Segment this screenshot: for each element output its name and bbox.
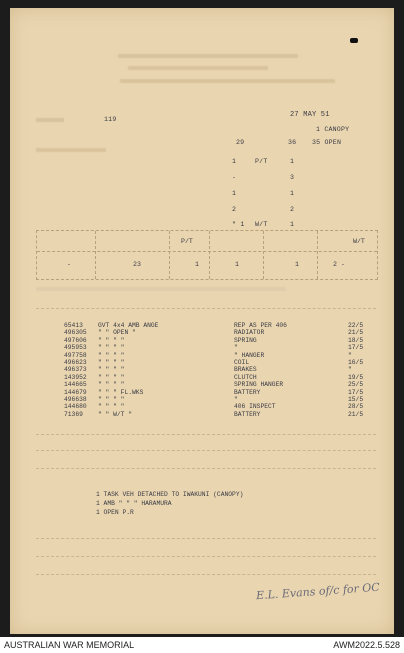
vehicle-no: 496305 — [64, 329, 87, 337]
vehicle-fault: BATTERY — [234, 388, 261, 396]
vehicle-type: " " W/T " — [98, 410, 133, 418]
vehicle-fault: 406 INSPECT — [234, 403, 276, 411]
vehicle-type: " " " " — [98, 381, 125, 389]
document-page — [10, 8, 394, 634]
table-header-pt: P/T — [181, 238, 193, 245]
vehicle-type: GVT 4x4 AMB ANGE — [98, 322, 159, 329]
vehicle-no: 496373 — [64, 366, 87, 374]
ruled-line — [36, 308, 376, 309]
vehicle-date: 15/5 — [348, 396, 364, 403]
faint-header-line — [118, 54, 298, 58]
vehicle-fault: " HANGER — [234, 351, 265, 359]
faint-label — [36, 118, 64, 122]
open-count-a: 29 — [236, 139, 245, 146]
status-value-a: - — [232, 174, 237, 181]
vehicle-date: 18/5 — [348, 336, 364, 344]
vehicle-fault: SPRING HANGER — [234, 381, 284, 389]
table-cell: - — [67, 261, 71, 268]
status-value-a: " 1 — [232, 221, 245, 228]
vehicle-no: 497606 — [64, 336, 87, 344]
status-value-c: 1 — [290, 158, 295, 165]
vehicle-date: 19/5 — [348, 373, 364, 381]
document-date: 27 MAY 51 — [290, 111, 330, 119]
vehicle-date: 16/5 — [348, 359, 364, 366]
footer-bar — [0, 637, 404, 653]
vehicle-fault: BRAKES — [234, 366, 257, 374]
vehicle-type: " " " " — [98, 344, 125, 352]
vehicle-date: " — [348, 366, 352, 374]
document-number: 119 — [104, 116, 117, 123]
note-line: 1 AMB " " " HARAMURA — [96, 500, 172, 507]
table-cell: 1 — [235, 261, 239, 268]
vehicle-fault: COIL — [234, 359, 250, 366]
vehicle-type: " " " " — [98, 403, 125, 411]
vehicle-type: " " " FL.WKS — [98, 388, 144, 396]
vehicle-type: " " " " — [98, 396, 125, 403]
vehicle-no: 71369 — [64, 410, 83, 418]
table-cell: 1 — [195, 261, 199, 268]
vehicle-date: 21/5 — [348, 410, 364, 418]
vehicle-no: 496638 — [64, 396, 87, 403]
ruled-line — [36, 468, 376, 469]
faint-label — [36, 148, 106, 152]
status-value-a: 2 — [232, 206, 237, 213]
vehicle-no: 496623 — [64, 359, 87, 366]
table-cell: 1 — [295, 261, 299, 268]
vehicle-no: 144679 — [64, 388, 87, 396]
vehicle-no: 144680 — [64, 403, 87, 411]
canopy-count: 1 CANOPY — [316, 126, 350, 133]
vehicle-type: " " " " — [98, 366, 125, 374]
vehicle-no: 144665 — [64, 381, 87, 389]
status-value-c: 1 — [290, 221, 295, 228]
open-count-b: 36 — [288, 139, 297, 146]
vehicle-date: 21/5 — [348, 329, 364, 337]
vehicle-fault: RADIATOR — [234, 329, 265, 337]
faint-label — [36, 287, 286, 291]
status-value-c: 2 — [290, 206, 295, 213]
status-value-a: 1 — [232, 190, 237, 197]
vehicle-type: " " " " — [98, 351, 125, 359]
vehicle-no: 143952 — [64, 373, 87, 381]
note-line: 1 OPEN P.R — [96, 509, 134, 516]
vehicle-fault: REP AS PER 406 — [234, 322, 287, 329]
ruled-line — [36, 450, 376, 451]
signature: E.L. Evans of/c for OC — [255, 580, 381, 603]
vehicle-type: " " " " — [98, 373, 125, 381]
vehicle-fault: CLUTCH — [234, 373, 257, 381]
status-value-c: 1 — [290, 190, 295, 197]
summary-table — [36, 230, 378, 280]
vehicle-fault: " — [234, 396, 238, 403]
punch-hole — [350, 38, 358, 43]
vehicle-fault: SPRING — [234, 336, 257, 344]
status-value-a: 1 — [232, 158, 237, 165]
vehicle-fault: BATTERY — [234, 410, 261, 418]
status-value-b: P/T — [255, 158, 268, 165]
vehicle-date: 28/5 — [348, 403, 364, 411]
vehicle-date: 22/5 — [348, 322, 364, 329]
ruled-line — [36, 434, 376, 435]
vehicle-no: 65413 — [64, 322, 83, 329]
status-value-b: W/T — [255, 221, 268, 228]
ruled-line — [36, 556, 376, 557]
ruled-line — [36, 538, 376, 539]
vehicle-date: 17/5 — [348, 388, 364, 396]
vehicle-date: " — [348, 351, 352, 359]
vehicle-type: " " " " — [98, 359, 125, 366]
table-header-wt: W/T — [353, 238, 365, 245]
vehicle-no: 495953 — [64, 344, 87, 352]
open-count-c: 35 OPEN — [312, 139, 342, 146]
status-value-c: 3 — [290, 174, 295, 181]
faint-header-line — [128, 66, 268, 70]
vehicle-date: 17/5 — [348, 344, 364, 352]
vehicle-no: 497758 — [64, 351, 87, 359]
table-cell: 23 — [133, 261, 141, 268]
vehicle-date: 25/5 — [348, 381, 364, 389]
vehicle-type: " " OPEN " — [98, 329, 136, 337]
table-cell: 2 - — [333, 261, 345, 268]
note-line: 1 TASK VEH DETACHED TO IWAKUNI (CANOPY) — [96, 491, 244, 498]
vehicle-type: " " " " — [98, 336, 125, 344]
footer-institution: AUSTRALIAN WAR MEMORIAL — [4, 640, 135, 650]
faint-header-line — [120, 79, 335, 83]
footer-reference: AWM2022.5.528 — [333, 640, 400, 650]
ruled-line — [36, 574, 376, 575]
vehicle-fault: " — [234, 344, 238, 352]
